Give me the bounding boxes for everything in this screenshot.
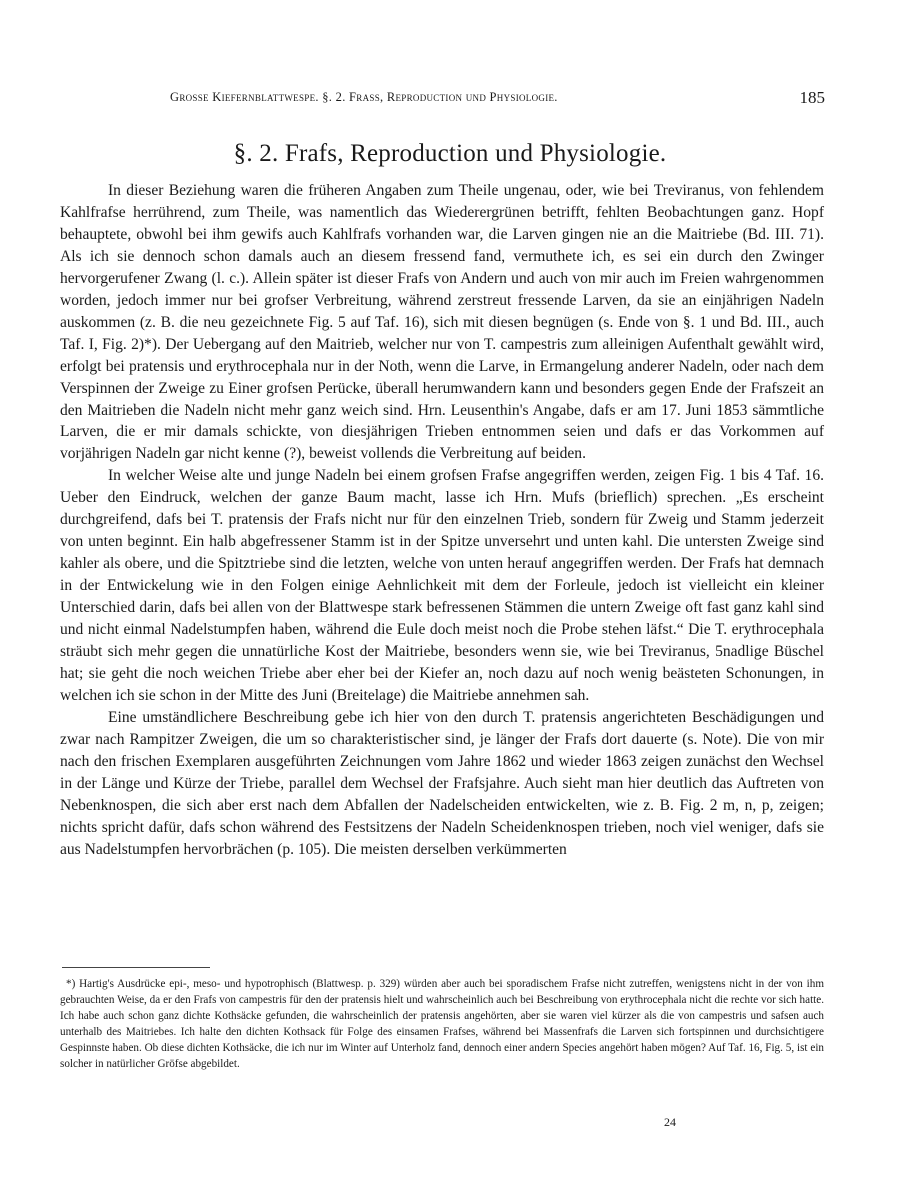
page-header	[170, 88, 825, 110]
footnote-text: *) Hartig's Ausdrücke epi-, meso- und hypotrophisch (Blattwesp. p. 329) würden aber auch bei sporadischem Frafse nicht zutreffen, wenigstens nicht in der von ihm gebrauchten Weise, da er den Frafs von campestris für den der pratensis hielt und wahrscheinlich auch bei Beschreibung von erythrocephala nicht die rechte vor sich hatte. Ich habe auch schon ganz dichte Kothsäcke gefunden, die wahrscheinlich der pratensis angehörten, aber sie waren viel kürzer als die von campestris und safsen auch unterhalb des Maitriebes. Ich halte den dichten Kothsack für Folge des einsamen Frafses, während bei Massenfrafs die Larven sich fortspinnen und durchsichtigere Gespinnste haben. Ob diese dichten Kothsäcke, die ich nur im Winter auf Unterholz fand, dennoch einer andern Species angehört haben mögen? Auf Taf. 16, Fig. 5, ist ein solcher in natürlicher Gröfse abgebildet.	[60, 978, 824, 1070]
body-text	[60, 180, 824, 861]
paragraph: In dieser Beziehung waren die früheren Angaben zum Theile ungenau, oder, wie bei Treviranus, von fehlendem Kahlfrafse herrührend, zum Theile, was namentlich das Wiederergrünen betrifft, fehlten Beobachtungen ganz. Hopf behauptete, obwohl bei ihm gewifs auch Kahlfrafs vorhanden war, die Larven gingen nie an die Maitriebe (Bd. III. 71). Als ich sie dennoch schon damals auch an diesem fressend fand, vermuthete ich, es sei ein durch den Zwinger hervorgerufener Zwang (l. c.). Allein später ist dieser Frafs von Andern und auch von mir auch im Freien wahrgenommen worden, jedoch immer nur bei grofser Verbreitung, während zerstreut fressende Larven, da sie an einjährigen Nadeln auskommen (z. B. die neu gezeichnete Fig. 5 auf Taf. 16), sich mit diesen begnügen (s. Ende von §. 1 und Bd. III., auch Taf. I, Fig. 2)*). Der Uebergang auf den Maitrieb, welcher nur von T. campestris zum alleinigen Aufenthalt gewählt wird, erfolgt bei pratensis und erythrocephala nur in der Noth, wenn die Larve, in Ermangelung anderer Nadeln, oder nach dem Verspinnen der Zweige zu Einer grofsen Perücke, überall herumwandern kann und besonders gegen Ende der Frafszeit an den Maitrieben die Nadeln nicht mehr ganz weich sind. Hrn. Leusenthin's Angabe, dafs er am 17. Juni 1853 sämmtliche Larven, die er mir damals schickte, von diesjährigen Trieben entnommen seien und dafs er das Vorkommen auf vorjährigen Nadeln gar nicht kenne (?), beweist vollends die Verbreitung auf beiden.	[60, 182, 824, 463]
signature-mark: 24	[664, 1115, 676, 1129]
section-title: §. 2. Frafs, Reproduction und Physiologie.	[233, 140, 667, 167]
page-number: 185	[799, 88, 825, 107]
paragraph: In welcher Weise alte und junge Nadeln bei einem grofsen Frafse angegriffen werden, zeigen Fig. 1 bis 4 Taf. 16. Ueber den Eindruck, welchen der ganze Baum macht, lasse ich Hrn. Mufs (brieflich) sprechen. „Es erscheint durchgreifend, dafs bei T. pratensis der Frafs nicht nur für den einzelnen Trieb, sondern für Zweig und Stamm jederzeit von unten beginnt. Ein halb abgefressener Stamm ist in der Spitze unversehrt und unten kahl. Die untersten Zweige sind kahler als obere, und die Spitztriebe sind die letzten, welche von unten herauf angegriffen werden. Der Frafs hat demnach in der Entwickelung wie in den Folgen einige Aehnlichkeit mit dem der Forleule, jedoch ist vielleicht ein kleiner Unterschied darin, dafs bei allen von der Blattwespe stark befressenen Stämmen die untern Zweige oft fast ganz kahl sind und nicht einmal Nadelstumpfen haben, während die Eule doch meist noch die Probe stehen läfst.“ Die T. erythrocephala sträubt sich mehr gegen die unnatürliche Kost der Maitriebe, besonders wenn sie, wie bei Treviranus, 5nadlige Büschel hat; sie geht die noch weichen Triebe aber eher bei der Kiefer an, noch dazu auf noch wenig beästeten Schonungen, in welchen ich sie schon in der Mitte des Juni (Breitelage) die Maitriebe annehmen sah.	[60, 467, 824, 704]
running-head: Grosse Kiefernblattwespe. §. 2. Frass, Reproduction und Physiologie.	[170, 90, 558, 104]
paragraph: Eine umständlichere Beschreibung gebe ich hier von den durch T. pratensis angerichteten Beschädigungen und zwar nach Rampitzer Zweigen, die um so charakteristischer sind, je länger der Frafs dort dauerte (s. Note). Die von mir nach den frischen Exemplaren ausgeführten Zeichnungen vom Jahre 1862 und wieder 1863 zeigen zunächst den Wechsel in der Länge und Kürze der Triebe, parallel dem Wechsel der Frafsjahre. Auch sieht man hier deutlich das Auftreten von Nebenknospen, die sich aber erst nach dem Abfallen der Nadelscheiden entwickelten, wie z. B. Fig. 2 m, n, p, zeigen; nichts spricht dafür, dafs schon während des Festsitzens der Nadeln Scheidenknospen trieben, noch viel weniger, dafs sie aus Nadelstumpfen hervorbrächen (p. 105). Die meisten derselben verkümmerten	[60, 708, 824, 858]
footnote	[60, 976, 824, 1072]
footnote-divider	[62, 967, 210, 968]
